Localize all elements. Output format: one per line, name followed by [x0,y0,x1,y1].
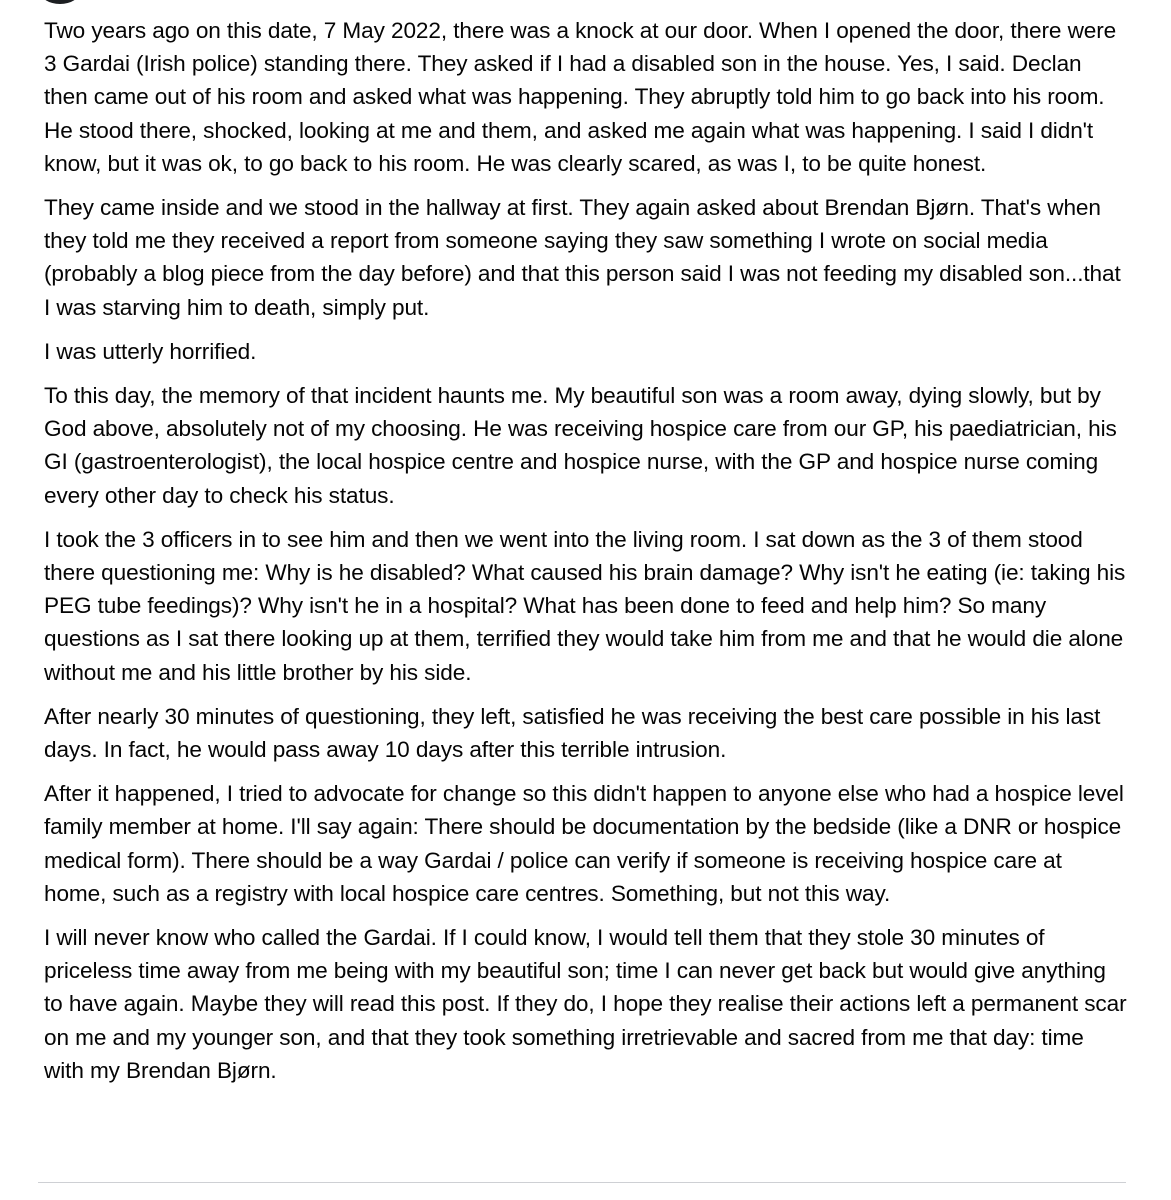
post-paragraph: To this day, the memory of that incident haunts me. My beautiful son was a room away, dying slowly, but by God above, absolutely not of my choosing. He was receiving hospice care from our GP, his paediatrician, his GI (gastroenterologist), the local hospice centre and hospice nurse, with the GP and hospice nurse coming every other day to check his status. [44,383,1117,508]
post-paragraph: They came inside and we stood in the hallway at first. They again asked about Brendan Bjørn. That's when they told me they received a report from someone saying they saw something I wrote on social media (probably a blog piece from the day before) and that this person said I was not feeding my disabled son...that I was starving him to death, simply put. [44,195,1121,320]
post-paragraph: I will never know who called the Gardai. If I could know, I would tell them that they stole 30 minutes of priceless time away from me being with my beautiful son; time I can never get back but would give anything to have again. Maybe they will read this post. If they do, I hope they realise their actions left a permanent scar on me and my younger son, and that they took something irretrievable and sacred from me that day: time with my Brendan Bjørn. [44,925,1127,1083]
post-text [44,14,1129,1098]
post-paragraph: After nearly 30 minutes of questioning, they left, satisfied he was receiving the best care possible in his last days. In fact, he would pass away 10 days after this terrible intrusion. [44,703,1101,763]
post-paragraph: After it happened, I tried to advocate for change so this didn't happen to anyone else who had a hospice level family member at home. I'll say again: There should be documentation by the bedside (like a DNR or hospice medical form). There should be a way Gardai / police can verify if someone is receiving hospice care at home, such as a registry with local hospice care centres. Something, but not this way. [44,781,1124,906]
post-paragraph: Two years ago on this date, 7 May 2022, there was a knock at our door. When I opened the door, there were 3 Gardai (Irish police) standing there. They asked if I had a disabled son in the house. Yes, I said. Declan then came out of his room and asked what was happening. They abruptly told him to go back into his room. He stood there, shocked, looking at me and them, and asked me again what was happening. I said I didn't know, but it was ok, to go back to his room. He was clearly scared, as was I, to be quite honest. [44,18,1117,176]
post-divider [38,1182,1126,1183]
post-paragraph: I was utterly horrified. [44,338,257,364]
avatar[interactable] [40,0,80,4]
post-paragraph: I took the 3 officers in to see him and then we went into the living room. I sat down as the 3 of them stood there questioning me: Why is he disabled? What caused his brain damage? Why isn't he eating (ie: taking his PEG tube feedings)? Why isn't he in a hospital? What has been done to feed and help him? So many questions as I sat there looking up at them, terrified they would take him from me and that he would die alone without me and his little brother by his side. [44,526,1126,685]
